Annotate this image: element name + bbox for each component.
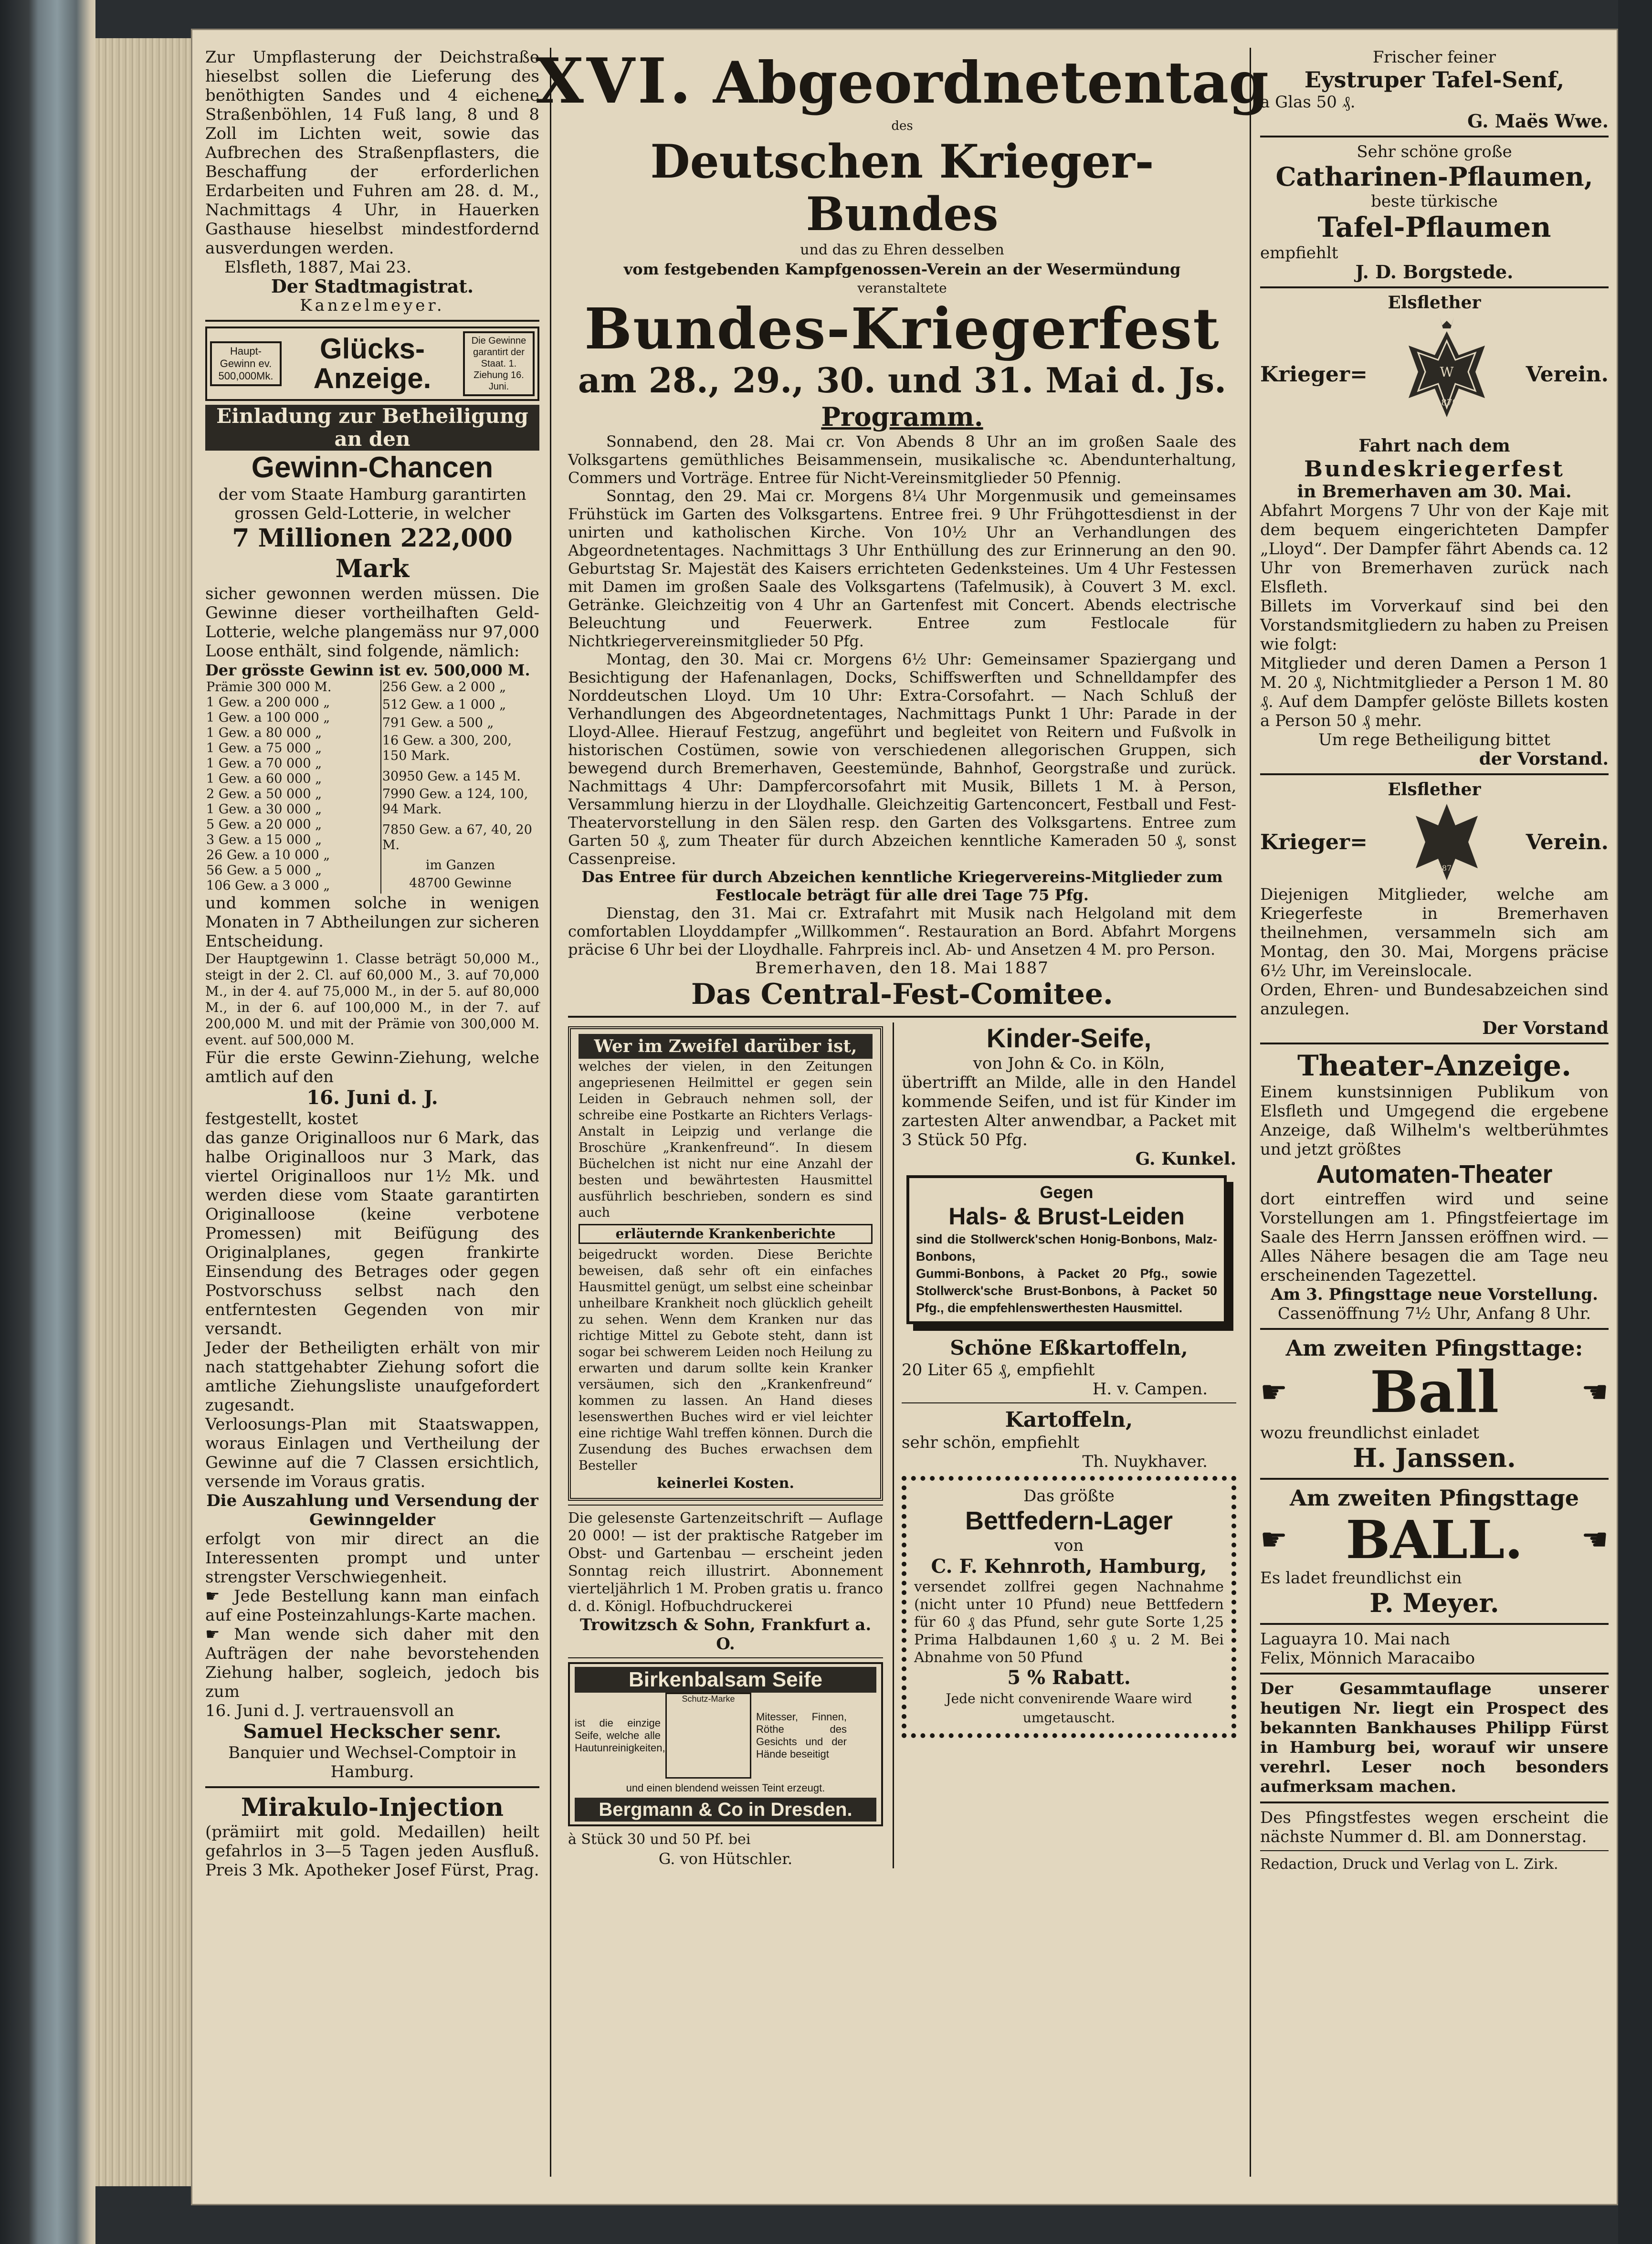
scan-background [1618, 0, 1652, 2244]
lottery-header [205, 327, 539, 401]
prize-row: 30950 Gew. a 145 M. [382, 769, 521, 784]
ball-2-heading: Am zweiten Pfingsttage [1289, 1485, 1579, 1511]
birkenbalsam-body [575, 1693, 876, 1779]
birkenbalsam-right: Mitesser, Finnen, Röthe des Gesichts und der Hände beseitigt [756, 1711, 847, 1760]
tafelpflaumen-title: Tafel-Pflaumen [1317, 211, 1551, 243]
senf-price: a Glas 50 ₰. [1260, 93, 1356, 112]
lottery-draw-date: 16. Juni d. J. [306, 1086, 438, 1109]
ball-1-row [1260, 1359, 1609, 1426]
lottery-chances: Gewinn-Chancen [251, 451, 494, 484]
kinder-seife-title: Kinder-Seife, [986, 1023, 1152, 1053]
divider [568, 1505, 883, 1506]
krankenfreund-title: Wer im Zweifel darüber ist, [579, 1034, 873, 1059]
garden-publisher: Trowitzsch & Sohn, Frankfurt a. O. [579, 1615, 872, 1654]
ball-1-title: Ball [1369, 1359, 1499, 1426]
pflaumen-sub: beste türkische [1371, 192, 1498, 211]
program-place-date: Bremerhaven, den 18. Mai 1887 [755, 959, 1049, 978]
fahrt-vorstand: der Vorstand. [1479, 749, 1609, 769]
theater-automaten: Automaten-Theater [1316, 1160, 1553, 1189]
krankenfreund-ad [568, 1026, 883, 1501]
prize-row: im Ganzen [425, 858, 495, 873]
column-right [1260, 48, 1609, 2177]
pointing-hand-left-icon: ☚ [1581, 1375, 1609, 1410]
stollwerck-text-2: Gummi-Bonbons, à Packet 20 Pfg., sowie Stollwerck'sche Brust-Bonbons, à Packet 50 Pfg., die empfehlenswerthesten Hausmittel. [916, 1266, 1217, 1315]
kriegerverein-2-orden: Orden, Ehren- und Bundesabzeichen sind anzulegen. [1260, 980, 1609, 1019]
bettfedern-exchange: Jede nicht convenirende Waare wird umgetauscht. [946, 1691, 1192, 1726]
ball-2-title: BALL. [1346, 1509, 1523, 1570]
cross-year: 1870 [1437, 864, 1457, 873]
birkenbalsam-left: ist die einzige Seife, welche alle Hautunreinigkeiten, [575, 1717, 665, 1754]
divider [1260, 1673, 1609, 1675]
theater-text-4: Cassenöffnung 7½ Uhr, Anfang 8 Uhr. [1277, 1304, 1591, 1323]
lottery-text-4: Für die erste Gewinn-Ziehung, welche amtlich auf den [205, 1048, 539, 1086]
program-saturday: Sonnabend, den 28. Mai cr. Von Abends 8 Uhr an im großen Saale des Volksgartens gemüthliches Beisammensein, musikalische ꝛc. Abendunterhaltung, Commers und Vorträge. Entree für Nicht-Vereinsmitglieder 50 Pfennig. [568, 432, 1236, 487]
kriegerverein-2-text: Diejenigen Mitglieder, welche am Kriegerfeste in Bremerhaven theilnehmen, versammeln sich am Montag, den 30. Mai, Morgens präcise 6½ Uhr, im Vereinslocale. [1260, 885, 1609, 980]
senf-seller: G. Maës Wwe. [1467, 110, 1609, 132]
divider [902, 1402, 1236, 1403]
column-left [205, 48, 539, 2177]
lottery-invitation: Einladung zur Betheiligung an den [205, 405, 539, 451]
fahrt-kriegerfest: Bundeskriegerfest [1304, 456, 1565, 482]
krankenfreund-text-2: beigedruckt worden. Diese Berichte beweisen, daß sehr oft ein einfaches Hausmittel genügt, um selbst eine scheinbar unheilbare Krankheit noch glücklich geheilt zu sehen. Wenn dem Kranken nur das richtige Mittel zu Gebote steht, dann ist sogar bei schwerem Leiden noch Heilung zu erwarten und darum sollte kein Kranker versäumen, sich den „Krankenfreund“ kommen zu lassen. An Hand dieses lesenswerthen Buches wird er viel leichter eine richtige Wahl treffen können. Durch die Zusendung des Buches erwachsen dem Besteller [579, 1247, 873, 1473]
prize-row: 7990 Gew. a 124, 100, 94 Mark. [382, 786, 528, 817]
stollwerck-text-1: sind die Stollwerck'schen Honig-Bonbons, Malz-Bonbons, [916, 1232, 1217, 1264]
divider [1260, 1850, 1609, 1851]
lottery-text-10: erfolgt von mir direct an die Interessenten prompt und unter strengster Verschwiegenheit. [205, 1529, 539, 1587]
center-ads-left [568, 1022, 883, 1868]
kriegerverein-2-heading: Elsflether [1388, 780, 1481, 800]
bettfedern-von: von [1054, 1536, 1084, 1555]
esskartoffeln-seller: H. v. Campen. [1092, 1380, 1208, 1399]
birkenbalsam-price: à Stück 30 und 50 Pf. bei [568, 1831, 751, 1848]
prize-row: 2 Gew. a 50 000 „ [206, 787, 322, 801]
prize-row: 1 Gew. a 75 000 „ [206, 741, 322, 756]
fahrt-place: in Bremerhaven am 30. Mai. [1297, 482, 1572, 502]
lottery-table [205, 680, 539, 894]
program-heading: Programm. [821, 401, 983, 432]
bettfedern-text: versendet zollfrei gegen Nachnahme (nicht unter 10 Pfund) neue Bettfedern für 60 ₰ das Pfund, sehr gute Sorte 1,25 Prima Halbdaunen 1,60 ₰ u. 2 M. Bei Abnahme von 50 Pfund [914, 1579, 1224, 1666]
kriegerverein-1-right: Verein. [1526, 362, 1609, 387]
prize-row: 1 Gew. a 80 000 „ [206, 726, 322, 740]
kriegerverein-1-heading: Elsflether [1388, 293, 1481, 313]
iron-cross-icon [1389, 312, 1504, 436]
lottery-text-1: sicher gewonnen werden müssen. Die Gewinne dieser vortheilhaften Geld-Lotterie, welche plangemäss nur 97,000 Loose enthält, sind folgende, nämlich: [205, 584, 539, 661]
prize-row: 1 Gew. a 30 000 „ [206, 802, 322, 817]
headline-row [536, 44, 1269, 117]
pointing-hand-icon: ☛ [205, 1587, 220, 1606]
pflaumen-title: Catharinen-Pflaumen, [1275, 161, 1593, 192]
ball-2-invite: Es ladet freundlichst ein [1260, 1569, 1462, 1588]
divider [1260, 1478, 1609, 1480]
kartoffeln-seller: Th. Nuykhaver. [1082, 1452, 1208, 1471]
prize-row: 1 Gew. a 70 000 „ [206, 756, 322, 771]
prize-row: 791 Gew. a 500 „ [382, 715, 494, 730]
headline-title: Abgeordnetentag [713, 49, 1269, 116]
newspaper-page [191, 29, 1618, 2205]
prize-row: 5 Gew. a 20 000 „ [206, 817, 322, 832]
kriegerverein-1-left: Krieger= [1260, 362, 1368, 387]
divider [1260, 1043, 1609, 1044]
iron-cross-icon [1404, 799, 1490, 885]
kriegerverein-1-row [1260, 312, 1609, 436]
kinder-seife-text: übertrifft an Milde, alle in den Handel kommende Seifen, und ist für Kinder im zartesten Alter anwendbar, a Packet mit 3 Stück 50 Pfg. [902, 1073, 1236, 1149]
fahrt-billets: Billets im Vorverkauf sind bei den Vorstandsmitgliedern zu haben zu Preisen wie folgt: [1260, 597, 1609, 654]
lottery-text-12-label: Man wende sich daher mit den Aufträgen der nahe bevorstehenden Ziehung halber, sogleich, jedoch bis zum [205, 1625, 539, 1701]
prize-row: 56 Gew. a 5 000 „ [206, 863, 322, 878]
fahrt-heading: Fahrt nach dem [1358, 436, 1510, 456]
birkenbalsam-ad [568, 1662, 883, 1826]
notice-date: Elsfleth, 1887, Mai 23. [224, 258, 412, 277]
kriegerverein-2-vorstand: Der Vorstand [1482, 1018, 1609, 1038]
bettfedern-pre: Das größte [1023, 1486, 1115, 1506]
kriegerverein-2-left: Krieger= [1260, 830, 1368, 854]
pointing-hand-icon: ☛ [205, 1625, 220, 1644]
divider [1260, 1328, 1609, 1330]
program-entry: Das Entree für durch Abzeichen kenntliche Kriegervereins-Mitglieder zum Festlocale beträgt für alle drei Tage 75 Pfg. [581, 868, 1223, 904]
kartoffeln-title: Kartoffeln, [1005, 1408, 1133, 1432]
prize-row: 16 Gew. a 300, 200, 150 Mark. [382, 733, 512, 763]
fahrt-bittet: Um rege Betheiligung bittet [1318, 730, 1551, 749]
prize-row: 7850 Gew. a 67, 40, 20 M. [382, 822, 532, 853]
prize-row: Prämie 300 000 M. [206, 680, 332, 695]
divider [205, 1786, 539, 1788]
cross-year: 1870 [1435, 398, 1458, 408]
lottery-text-11 [205, 1587, 539, 1625]
lottery-text-11-label: Jede Bestellung kann man einfach auf eine Posteinzahlungs-Karte machen. [205, 1587, 539, 1625]
column-center [536, 44, 1269, 2177]
lottery-intro: der vom Staate Hamburg garantirten grossen Geld-Lotterie, in welcher [218, 485, 526, 523]
center-ads-right [893, 1022, 1236, 1868]
notice-magistrate: Der Stadtmagistrat. [271, 275, 474, 297]
mirakulo-title: Mirakulo-Injection [241, 1793, 504, 1822]
lottery-table-right [380, 680, 539, 894]
kinder-seife-seller: G. Kunkel. [1135, 1149, 1236, 1169]
lottery-table-left [205, 680, 378, 894]
lottery-millions: 7 Millionen 222,000 Mark [232, 524, 513, 583]
program-sunday: Sonntag, den 29. Mai cr. Morgens 8¼ Uhr Morgenmusik und gemeinsames Frühstück im Garten des Volksgartens. Entree frei. 9 Uhr Frühgottesdienst in der unirten und katholischen Kirche. Von 10½ Uhr an Verhandlungen des Abgeordnetentages. Nachmittags 3 Uhr Enthüllung des zur Erinnerung an den 90. Geburtstag Sr. Majestät des Kaisers errichteten Gedenksteines. Um 4 Uhr Festessen mit Damen im großen Saale des Volksgartens (Tafelmusik), à Couvert 3 M. excl. Getränke. Gleichzeitig von 4 Uhr an Gartenfest mit Concert. Abends electrische Beleuchtung und Feuerwerk. Entree zum Festlocale für Nichtkriegervereinsmitglieder 50 Pfg. [568, 487, 1236, 650]
divider [568, 1016, 1236, 1018]
kartoffeln-text: sehr schön, empfiehlt [902, 1433, 1080, 1452]
prize-row: 1 Gew. a 100 000 „ [206, 710, 330, 725]
krankenfreund-reports: erläuternde Krankenberichte [579, 1224, 873, 1244]
headline-number: XVI. [536, 44, 694, 117]
bettfedern-title: Bettfedern-Lager [965, 1507, 1173, 1535]
mirakulo-text: (prämiirt mit gold. Medaillen) heilt gefahrlos in 3—5 Tagen jeden Ausfluß. Preis 3 Mk. Apotheker Josef Fürst, Prag. [205, 1823, 539, 1880]
divider [568, 1657, 883, 1658]
program-monday: Montag, den 30. Mai cr. Morgens 6½ Uhr: Gemeinsamer Spaziergang und Besichtigung der Hafenanlagen, Docks, Schiffswerften und Schnelldampfer des Norddeutschen Lloyd. Um 10 Uhr: Extra-Corsofahrt. — Nach Schluß der Verhandlungen des Abgeordnetentages, Nachmittags Punkt 1 Uhr: Parade in der Lloyd-Allee. Hierauf Festzug, angeführt und begleitet von Reitern und Fußvolk in historischen Costümen, sowie von verschiedenen allegorischen Gruppen, sich bewegend durch Bremerhaven, Geestemünde, Bahnhof, Georgstraße und zurück. Nachmittags 4 Uhr: Dampfercorsofahrt mit Musik, Billets 1 M. à Person, Versammlung hierzu in der Lloydhalle. Gleichzeitig Gartenconcert, Festball und Fest-Theatervorstellung in den Sälen resp. den Garten des Volksgartens. Entree zum Garten 50 ₰, zum Theater für durch Abzeichen kenntliche Kameraden 50 ₰, sonst Cassenpreise. [568, 650, 1236, 868]
senf-pre: Frischer feiner [1372, 48, 1496, 67]
column-rule-2 [1250, 48, 1251, 2177]
prize-row: 26 Gew. a 10 000 „ [206, 848, 330, 863]
pflaumen-seller: J. D. Borgstede. [1355, 261, 1514, 283]
lottery-text-3: Der Hauptgewinn 1. Classe beträgt 50,000 M., steigt in der 2. Cl. auf 60,000 M., 3. auf 70,000 M., in der 4. auf 75,000 M., in der 5. auf 80,000 M., in der 6. auf 100,000 M., in der 7. auf 200,000 M. und mit der Prämie von 300,000 M. event. auf 500,000 M. [205, 951, 539, 1048]
esskartoffeln-text: 20 Liter 65 ₰, empfiehlt [902, 1360, 1095, 1380]
stollwerck-ad [906, 1175, 1227, 1324]
theater-text-2: dort eintreffen wird und seine Vorstellungen am 1. Pfingstfeiertage im Saale des Herrn Janssen eröffnen wird. — Alles Nähere besagen die am Tage neu erscheinenden Tagezettel. [1260, 1190, 1609, 1285]
cross-letter: W [1440, 364, 1454, 380]
prize-row: 256 Gew. a 2 000 „ [382, 680, 506, 695]
lottery-bank: Banquier und Wechsel-Comptoir in Hamburg. [228, 1743, 516, 1781]
trademark-icon [665, 1693, 751, 1779]
trademark-label: Schutz-Marke [682, 1694, 735, 1704]
fahrt-text: Abfahrt Morgens 7 Uhr von der Kaje mit dem bequem eingerichteten Dampfer „Lloyd“. Der Dampfer fährt Abends ca. 12 Uhr von Bremerhaven zurück nach Elsfleth. [1260, 501, 1609, 597]
senf-title: Eystruper Tafel-Senf, [1304, 67, 1565, 93]
center-ads [568, 1022, 1236, 1868]
divider [1260, 286, 1609, 288]
headline-des: des [891, 119, 913, 133]
lottery-text-12 [205, 1625, 539, 1701]
esskartoffeln-title: Schöne Eßkartoffeln, [950, 1336, 1188, 1359]
prize-row: 48700 Gewinne [409, 875, 512, 891]
divider [1260, 773, 1609, 775]
krankenfreund-text-1: welches der vielen, in den Zeitungen angepriesenen Heilmittel er gegen sein Leiden in Gebrauch nehmen soll, der schreibe eine Postkarte an Richters Verlags-Anstalt in Leipzig und verlange die Broschüre „Krankenfreund“. In diesem Büchelchen ist nicht nur eine Anzahl der besten und bewährtesten Hausmittel ausführlich beschrieben, sondern es sind auch [579, 1059, 873, 1220]
theater-title: Theater-Anzeige. [1297, 1049, 1571, 1083]
lottery-text-5: festgestellt, kostet [205, 1109, 358, 1128]
lottery-text-13: 16. Juni d. J. vertrauensvoll an [205, 1701, 454, 1720]
fahrt-prices: Mitglieder und deren Damen a Person 1 M. 20 ₰, Nichtmitglieder a Person 1 M. 80 ₰. Auf dem Dampfer gelöste Billets kosten a Person 50 ₰ mehr. [1260, 654, 1609, 730]
lottery-title: Glücks-Anzeige. [313, 333, 431, 394]
prize-row: 106 Gew. a 3 000 „ [206, 878, 330, 893]
prize-row: 1 Gew. a 200 000 „ [206, 695, 330, 710]
headline-veranstaltete: veranstaltete [857, 280, 947, 296]
ball-1-heading: Am zweiten Pfingsttage: [1285, 1335, 1583, 1361]
prize-row: 1 Gew. a 60 000 „ [206, 771, 322, 786]
headline-und: und das zu Ehren desselben [800, 242, 1004, 258]
krankenfreund-free: keinerlei Kosten. [657, 1475, 794, 1492]
headline-bund: Deutschen Krieger-Bundes [650, 135, 1154, 241]
lottery-text-8: Verloosungs-Plan mit Staatswappen, woraus Einlagen und Vertheilung der Gewinne auf die 7 Classen ersichtlich, versende im Voraus gratis. [205, 1415, 539, 1491]
bettfedern-firm: C. F. Kehnroth, Hamburg, [931, 1555, 1207, 1578]
bettfedern-rebate: 5 % Rabatt. [1007, 1666, 1131, 1689]
lottery-payout-heading: Die Auszahlung und Versendung der Gewinngelder [206, 1491, 538, 1529]
ball-2-row [1260, 1511, 1609, 1569]
pfingsten-note: Des Pfingstfestes wegen erscheint die nächste Nummer d. Bl. am Donnerstag. [1260, 1808, 1609, 1846]
headline-dates: am 28., 29., 30. und 31. Mai d. Js. [578, 360, 1227, 400]
lottery-prices: das ganze Originalloos nur 6 Mark, das halbe Originalloos nur 3 Mark, das viertel Originalloos nur 1½ Mk. und werden diese vom Staate garantirten Originalloose (keine verbotene Promessen) mit Beifügung des Originalplanes, gegen frankirte Einsendung des Betrages oder gegen Postvorschuss selbst nach den entferntesten Gegenden von mir versandt. [205, 1128, 539, 1338]
divider [1260, 136, 1609, 137]
birkenbalsam-title: Birkenbalsam Seife [575, 1667, 876, 1693]
birkenbalsam-bottom: und einen blendend weissen Teint erzeugt. [626, 1782, 825, 1794]
book-spine-edge [0, 0, 95, 2244]
divider [1260, 1802, 1609, 1803]
prize-row: 512 Gew. a 1 000 „ [382, 697, 506, 713]
ball-1-host: H. Janssen. [1353, 1443, 1516, 1473]
column-rule-1 [550, 48, 551, 2177]
stollwerck-title: Hals- & Brust-Leiden [948, 1203, 1185, 1230]
birkenbalsam-maker: Bergmann & Co in Dresden. [575, 1798, 876, 1822]
theater-text-1: Einem kunstsinnigen Publikum von Elsfleth und Umgegend die ergebene Anzeige, daß Wilhelm's weltberühmtes und jetzt größtes [1260, 1083, 1609, 1159]
lottery-date-box: Die Gewinne garantirt der Staat. 1. Ziehung 16. Juni. [463, 331, 535, 396]
theater-text-3: Am 3. Pfingsttage neue Vorstellung. [1271, 1285, 1598, 1304]
kriegerverein-2-row [1260, 799, 1609, 885]
ball-2-host: P. Meyer. [1369, 1588, 1499, 1618]
notice-deichstrasse: Zur Umpflasterung der Deichstraße hieselbst sollen die Lieferung des benöthigten Sandes und 4 eichene Straßenböhlen, 14 Fuß lang, 8 und 8 Zoll im Lichten weit, sowie das Aufbrechen des Straßenpflasters, die Beschaffung der erforderlichen Erdarbeiten und Fuhren am 28. d. M., Nachmittags 4 Uhr, in Hauerken Gasthause hieselbst mindestfordernd ausverdungen werden. [205, 48, 539, 258]
lottery-text-2: und kommen solche in wenigen Monaten in 7 Abtheilungen zur sicheren Entscheidung. [205, 894, 539, 951]
lottery-prize-box: Haupt-Gewinn ev. 500,000Mk. [210, 341, 282, 386]
notice-signature: Kanzelmeyer. [300, 296, 445, 315]
kinder-seife-maker: von John & Co. in Köln, [973, 1054, 1165, 1073]
page-stack-edge [95, 38, 196, 2186]
lottery-text-7: Jeder der Betheiligten erhält von mir nach stattgehabter Ziehung sofort die amtliche Ziehungsliste unaufgefordert zugesandt. [205, 1338, 539, 1415]
stollwerck-gegen: Gegen [1040, 1182, 1094, 1202]
program-tuesday: Dienstag, den 31. Mai cr. Extrafahrt mit Musik nach Helgoland mit dem comfortablen Lloyddampfer „Willkommen“. Restauration an Bord. Abfahrt Morgens präcise 6 Uhr bei der Lloydhalle. Fahrpreis incl. Ab- und Ansetzen 4 M. pro Person. [568, 904, 1236, 959]
shipping-line-2: Felix, Mönnich Maracaibo [1260, 1649, 1475, 1668]
divider [1260, 1623, 1609, 1625]
imprint: Redaction, Druck und Verlag von L. Zirk. [1260, 1856, 1558, 1873]
headline-kriegerfest: Bundes-Kriegerfest [584, 295, 1220, 362]
ball-1-invite: wozu freundlichst einladet [1260, 1423, 1479, 1443]
pflaumen-pre: Sehr schöne große [1357, 142, 1512, 161]
program-committee: Das Central-Fest-Comitee. [691, 978, 1113, 1011]
pointing-hand-right-icon: ☛ [1260, 1375, 1288, 1410]
prospect-note: Der Gesammtauflage unserer heutigen Nr. liegt ein Prospect des bekannten Bankhauses Philipp Fürst in Hamburg bei, worauf wir unsere verehrl. Leser noch besonders aufmerksam machen. [1260, 1679, 1609, 1796]
kriegerverein-2-right: Verein. [1526, 830, 1609, 854]
lottery-banker: Samuel Heckscher senr. [243, 1720, 502, 1743]
shipping-line-1: Laguayra 10. Mai nach [1260, 1630, 1451, 1649]
headline-vom: vom festgebenden Kampfgenossen-Verein an der Wesermündung [623, 260, 1181, 278]
divider [205, 320, 539, 322]
birkenbalsam-seller: G. von Hütschler. [658, 1850, 793, 1868]
pointing-hand-right-icon: ☛ [1260, 1522, 1288, 1558]
garden-magazine-ad: Die gelesenste Gartenzeitschrift — Auflage 20 000! — ist der praktische Ratgeber im Obst- und Gartenbau — erscheint jeden Sonntag reich illustrirt. Abonnement vierteljährlich 1 M. Proben gratis u. franco d. d. Königl. Hofbuchdruckerei [568, 1510, 883, 1615]
pointing-hand-left-icon: ☚ [1581, 1522, 1609, 1558]
pflaumen-empf: empfiehlt [1260, 243, 1338, 263]
lottery-biggest: Der grösste Gewinn ist ev. 500,000 M. [205, 661, 530, 679]
bettfedern-ad [902, 1476, 1236, 1738]
prize-row: 3 Gew. a 15 000 „ [206, 832, 322, 847]
